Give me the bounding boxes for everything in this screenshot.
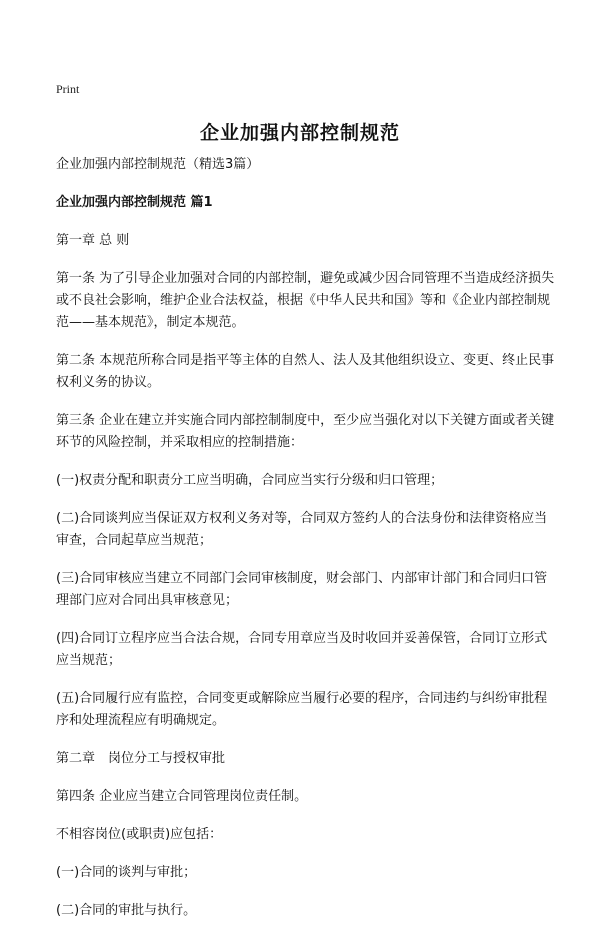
page-title: 企业加强内部控制规范 (199, 122, 400, 144)
article-paragraph: 第二条 本规范所称合同是指平等主体的自然人、法人及其他组织设立、变更、终止民事权利义务的协议。 (56, 353, 555, 390)
article-paragraph: 第三条 企业在建立并实施合同内部控制制度中，至少应当强化对以下关键方面或者关键环节的风险控制，并采取相应的控制措施： (56, 413, 555, 450)
section-heading: 企业加强内部控制规范 篇1 (56, 195, 213, 210)
list-item: (二)合同的审批与执行。 (56, 903, 197, 918)
document-subtitle: 企业加强内部控制规范（精选3篇） (56, 157, 260, 172)
print-label: Print (56, 82, 80, 96)
chapter-heading: 第二章 岗位分工与授权审批 (56, 751, 226, 766)
list-item: (一)合同的谈判与审批； (56, 865, 197, 880)
list-item: (四)合同订立程序应当合法合规，合同专用章应当及时收回并妥善保管，合同订立形式应当规范； (56, 631, 548, 668)
article-paragraph: 第一条 为了引导企业加强对合同的内部控制，避免或减少因合同管理不当造成经济损失或不良社会影响，维护企业合法权益，根据《中华人民共和国》等和《企业内部控制规范——基本规范》，制定本规范。 (56, 271, 555, 330)
list-item: (一)权责分配和职责分工应当明确，合同应当实行分级和归口管理； (56, 473, 444, 488)
document-body (56, 154, 556, 938)
list-item: (二)合同谈判应当保证双方权利义务对等，合同双方签约人的合法身份和法律资格应当审查，合同起草应当规范； (56, 511, 548, 548)
list-item: (三)合同审核应当建立不同部门会同审核制度，财会部门、内部审计部门和合同归口管理部门应对合同出具审核意见； (56, 571, 548, 608)
chapter-heading: 第一章 总 则 (56, 233, 130, 248)
article-paragraph: 第四条 企业应当建立合同管理岗位责任制。 (56, 789, 308, 804)
list-item: (五)合同履行应有监控，合同变更或解除应当履行必要的程序，合同违约与纠纷审批程序和处理流程应有明确规定。 (56, 691, 548, 728)
article-paragraph: 不相容岗位(或职责)应包括： (56, 827, 223, 842)
